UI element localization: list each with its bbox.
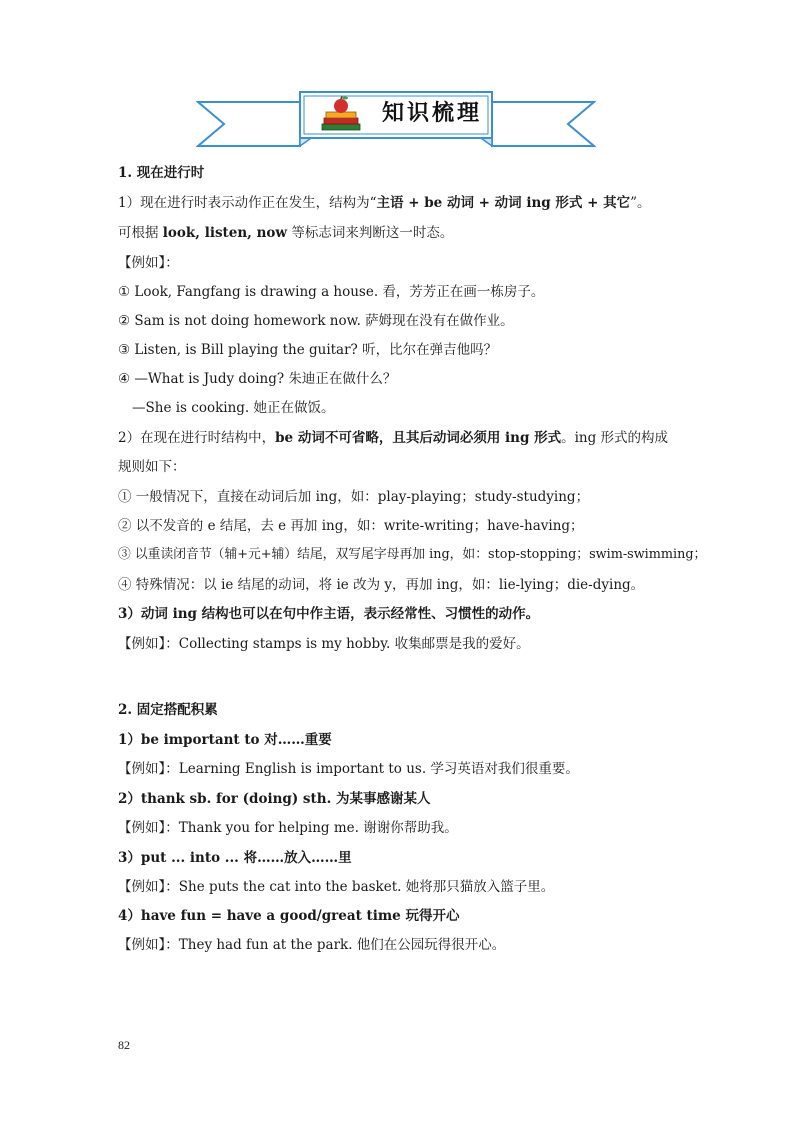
text: 可根据 bbox=[118, 225, 163, 241]
text: 2）在现在进行时结构中， bbox=[118, 430, 276, 446]
example-line bbox=[118, 634, 530, 654]
example-label: 【例如】： bbox=[118, 255, 179, 271]
example-sentence: ③ Listen, is Bill playing the guitar? 听，比尔在弹吉他吗？ bbox=[118, 342, 498, 358]
paragraph bbox=[118, 223, 453, 243]
example-sentence: Thank you for helping me. 谢谢你帮助我。 bbox=[178, 820, 458, 836]
example-sentence: Collecting stamps is my hobby. 收集邮票是我的爱好。 bbox=[178, 636, 530, 652]
bold-text: 主语 + be 动词 + 动词 ing 形式 + 其它 bbox=[376, 195, 631, 211]
banner-title: 知识梳理 bbox=[382, 101, 483, 126]
bold-text: look, listen, now bbox=[162, 225, 288, 241]
section-heading: 2. 固定搭配积累 bbox=[118, 702, 218, 718]
paragraph bbox=[118, 428, 668, 448]
text: 等标志词来判断这一时态。 bbox=[287, 225, 454, 241]
example-label: 【例如】： bbox=[118, 636, 179, 652]
apple-on-books-icon bbox=[318, 96, 364, 132]
example-sentence: —She is cooking. 她正在做饭。 bbox=[132, 400, 335, 416]
example-label: 【例如】： bbox=[118, 820, 179, 836]
example-sentence: ① Look, Fangfang is drawing a house. 看，芳芳正在画一栋房子。 bbox=[118, 284, 545, 300]
example-label: 【例如】： bbox=[118, 937, 179, 953]
text: ”。 bbox=[630, 195, 651, 211]
example-sentence: They had fun at the park. 他们在公园玩得很开心。 bbox=[178, 937, 506, 953]
example-label: 【例如】： bbox=[118, 879, 179, 895]
rule-item: ③ 以重读闭音节（辅+元+辅）结尾，双写尾字母再加 ing，如：stop-stopping；swim-swimming； bbox=[118, 547, 707, 562]
rule-item: ② 以不发音的 e 结尾，去 e 再加 ing，如：write-writing；have-having； bbox=[118, 518, 584, 534]
bold-text: be 动词不可省略，且其后动词必须用 ing 形式 bbox=[275, 430, 562, 446]
text: 1）现在进行时表示动作正在发生，结构为“ bbox=[118, 195, 377, 211]
paragraph: 3）动词 ing 结构也可以在句中作主语，表示经常性、习惯性的动作。 bbox=[118, 606, 540, 622]
example-line bbox=[118, 759, 579, 779]
phrase-item: 1）be important to 对……重要 bbox=[118, 732, 332, 748]
text: 。ing 形式的构成 bbox=[561, 430, 669, 446]
example-line bbox=[118, 818, 458, 838]
paragraph-continued: 规则如下： bbox=[118, 459, 186, 475]
example-sentence: She puts the cat into the basket. 她将那只猫放入篮子里。 bbox=[178, 879, 555, 895]
example-sentence: ② Sam is not doing homework now. 萨姆现在没有在做作业。 bbox=[118, 313, 514, 329]
phrase-item: 3）put ... into ... 将……放入……里 bbox=[118, 850, 352, 866]
phrase-item: 4）have fun = have a good/great time 玩得开心 bbox=[118, 908, 460, 924]
rule-item: ① 一般情况下，直接在动词后加 ing，如：play-playing；study-studying； bbox=[118, 489, 590, 505]
example-label: 【例如】： bbox=[118, 761, 179, 777]
example-line bbox=[118, 877, 554, 897]
example-line bbox=[118, 935, 505, 955]
phrase-item: 2）thank sb. for (doing) sth. 为某事感谢某人 bbox=[118, 791, 431, 807]
page-number: 82 bbox=[118, 1038, 130, 1052]
paragraph bbox=[118, 193, 651, 213]
section-heading: 1. 现在进行时 bbox=[118, 165, 205, 181]
rule-item: ④ 特殊情况：以 ie 结尾的动词，将 ie 改为 y，再加 ing，如：lie-lying；die-dying。 bbox=[118, 577, 645, 593]
example-sentence: ④ —What is Judy doing? 朱迪正在做什么？ bbox=[118, 371, 397, 387]
example-sentence: Learning English is important to us. 学习英语对我们很重要。 bbox=[178, 761, 579, 777]
